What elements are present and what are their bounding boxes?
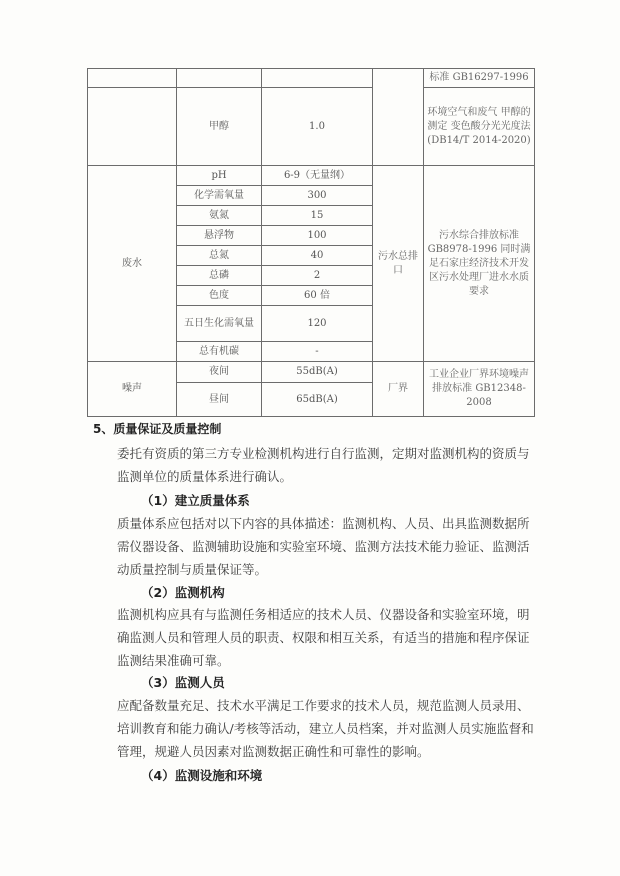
value-cell: 60 倍 [262, 286, 373, 306]
table-cell [262, 69, 373, 88]
standard-cell: 工业企业厂界环境噪声排放标准 GB12348-2008 [424, 362, 535, 417]
subsection-title-4: （4）监测设施和环境 [141, 768, 263, 783]
value-cell: 15 [262, 206, 373, 226]
intro-paragraph [93, 442, 537, 488]
category-cell: 废水 [88, 166, 177, 362]
table-cell [88, 69, 177, 88]
item-cell: 悬浮物 [177, 226, 262, 246]
table-cell [177, 69, 262, 88]
section-heading: 5、质量保证及质量控制 [93, 422, 222, 436]
value-cell: 100 [262, 226, 373, 246]
value-cell: - [262, 342, 373, 362]
subsection-title-1: （1）建立质量体系 [141, 493, 250, 508]
subsection-title-2: （2）监测机构 [141, 585, 225, 600]
subsection-paragraph-2 [93, 603, 537, 672]
value-cell: 40 [262, 246, 373, 266]
table-row [88, 362, 535, 383]
value-cell: 120 [262, 306, 373, 342]
emission-standards-table [87, 68, 535, 417]
paragraph-text: 监测机构应具有与监测任务相适应的技术人员、仪器设备和实验室环境，明确监测人员和管理人员的职责、权限和相互关系，有适当的措施和程序保证监测结果准确可靠。 [117, 607, 530, 668]
paragraph-text: 质量体系应包括对以下内容的具体描述：监测机构、人员、出具监测数据所需仪器设备、监测辅助设施和实验室环境、监测方法技术能力验证、监测活动质量控制与质量保证等。 [117, 516, 530, 577]
location-cell: 污水总排口 [373, 166, 424, 362]
subsection-paragraph-1 [93, 512, 537, 581]
item-cell: 化学需氧量 [177, 186, 262, 206]
item-cell: 总磷 [177, 266, 262, 286]
item-cell: 氨氮 [177, 206, 262, 226]
value-cell: 6-9（无量纲） [262, 166, 373, 186]
subsection-paragraph-3 [93, 694, 537, 763]
item-cell: 甲醇 [177, 88, 262, 166]
item-cell: 昼间 [177, 383, 262, 417]
item-cell: 总氮 [177, 246, 262, 266]
item-cell: 夜间 [177, 362, 262, 383]
standard-cell: 环境空气和废气 甲醇的测定 变色酸分光光度法 (DB14/T 2014-2020) [424, 88, 535, 166]
subsection-title-3: （3）监测人员 [141, 675, 225, 690]
location-cell: 厂界 [373, 362, 424, 417]
item-cell: 总有机碳 [177, 342, 262, 362]
paragraph-text: 应配备数量充足、技术水平满足工作要求的技术人员，规范监测人员录用、培训教育和能力确认/考核等活动，建立人员档案，并对监测人员实施监督和管理，规避人员因素对监测数据正确性和可靠性的影响。 [117, 698, 534, 759]
item-cell: 色度 [177, 286, 262, 306]
value-cell: 1.0 [262, 88, 373, 166]
table-cell [373, 69, 424, 166]
paragraph-text: 委托有资质的第三方专业检测机构进行自行监测，定期对监测机构的资质与监测单位的质量体系进行确认。 [117, 446, 530, 484]
table-row [88, 166, 535, 186]
value-cell: 2 [262, 266, 373, 286]
standard-cell: 污水综合排放标准 GB8978-1996 同时满足石家庄经济技术开发区污水处理厂进水水质要求 [424, 166, 535, 362]
table-row [88, 88, 535, 166]
value-cell: 65dB(A) [262, 383, 373, 417]
value-cell: 55dB(A) [262, 362, 373, 383]
item-cell: 五日生化需氧量 [177, 306, 262, 342]
table-row [88, 69, 535, 88]
standard-cell: 标准 GB16297-1996 [424, 69, 535, 88]
item-cell: pH [177, 166, 262, 186]
category-cell: 噪声 [88, 362, 177, 417]
table-cell [88, 88, 177, 166]
value-cell: 300 [262, 186, 373, 206]
